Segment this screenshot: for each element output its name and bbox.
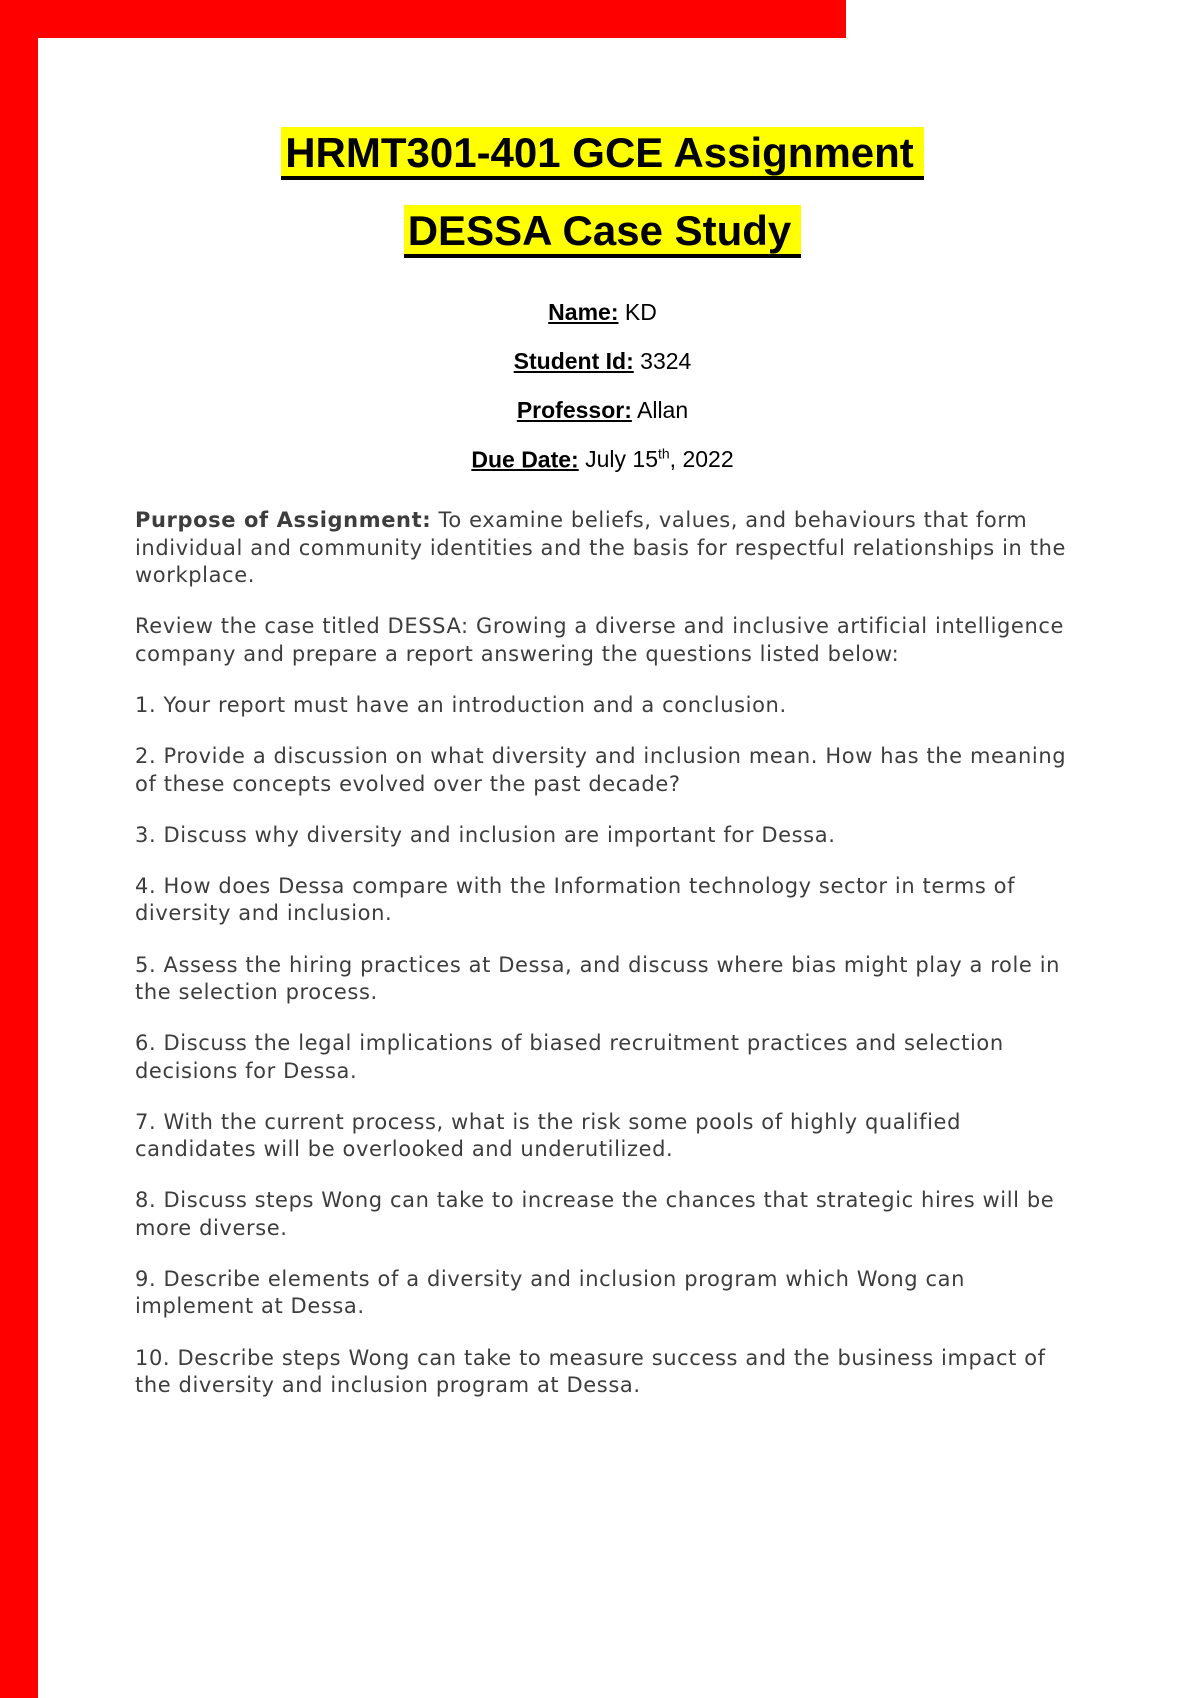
question-item: 7. With the current process, what is the risk some pools of highly qualified candidates will be overlooked and underutilized. [135, 1109, 961, 1162]
intro-paragraph: Review the case titled DESSA: Growing a diverse and inclusive artificial intelligence company and prepare a report answering the questions listed below: [135, 614, 1065, 666]
purpose-paragraph [135, 507, 1070, 589]
due-date-value [585, 446, 734, 472]
question-item: 2. Provide a discussion on what diversity and inclusion mean. How has the meaning of these concepts evolved over the past decade? [135, 744, 1067, 796]
professor-value: Allan [637, 396, 689, 423]
student-id-label: Student Id: [513, 347, 634, 374]
meta-name-row [135, 299, 1070, 326]
question-item: 5. Assess the hiring practices at Dessa, and discuss where bias might play a role in the selection process. [135, 952, 1061, 1004]
meta-student-id-row [135, 348, 1070, 375]
purpose-text: To examine beliefs, values, and behaviours that form individual and community identities and the basis for respectful relationships in the workplace. [135, 508, 1067, 588]
document-title-line-1: HRMT301-401 GCE Assignment [281, 127, 924, 180]
due-date-label: Due Date: [471, 446, 579, 473]
question-item: 4. How does Dessa compare with the Information technology sector in terms of diversity and inclusion. [135, 874, 1016, 926]
question-item: 6. Discuss the legal implications of biased recruitment practices and selection decisions for Dessa. [135, 1031, 1004, 1083]
meta-due-date-row [135, 446, 1070, 474]
question-item: 10. Describe steps Wong can take to measure success and the business impact of the diversity and inclusion program at Dessa. [135, 1345, 1046, 1397]
question-item: 9. Describe elements of a diversity and inclusion program which Wong can implement at Dessa. [135, 1267, 966, 1319]
title-line-1-row [135, 128, 1070, 178]
question-item: 8. Discuss steps Wong can take to increase the chances that strategic hires will be more diverse. [135, 1188, 1055, 1240]
name-label: Name: [548, 298, 619, 325]
question-item: 3. Discuss why diversity and inclusion are important for Dessa. [135, 822, 836, 847]
due-date-year: , 2022 [669, 446, 734, 473]
professor-label: Professor: [516, 396, 632, 423]
purpose-label: Purpose of Assignment: [135, 508, 432, 533]
document-title-line-2: DESSA Case Study [404, 205, 802, 258]
red-left-border-bar [0, 0, 38, 1698]
name-value: KD [624, 298, 657, 325]
question-item: 1. Your report must have an introduction and a conclusion. [135, 692, 787, 717]
due-date-ordinal-suffix: th [657, 445, 670, 462]
student-id-value: 3324 [640, 347, 692, 374]
document-body [135, 128, 1070, 1423]
title-line-2-row [135, 206, 1070, 256]
red-top-border-bar [0, 0, 846, 38]
due-date-day: July 15 [585, 446, 658, 473]
meta-professor-row [135, 397, 1070, 424]
